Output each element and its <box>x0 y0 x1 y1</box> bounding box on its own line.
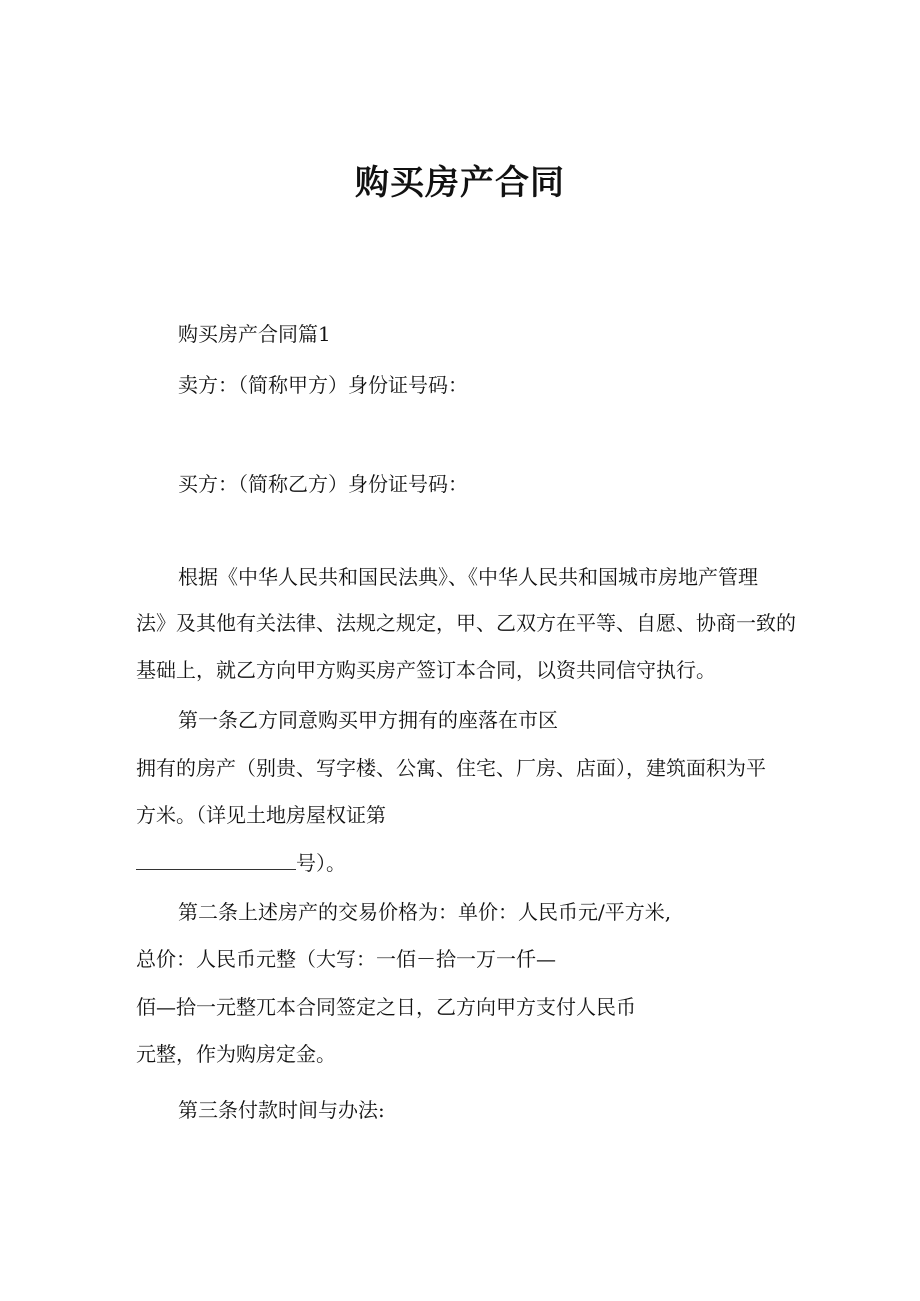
article-3-line-1: 第三条付款时间与办法: <box>178 1098 385 1122</box>
article-1-line-1: 第一条乙方同意购买甲方拥有的座落在市区 <box>178 708 558 732</box>
document-title: 购买房产合同 <box>355 163 565 203</box>
basis-paragraph-line-3: 基础上，就乙方向甲方购买房产签订本合同，以资共同信守执行。 <box>136 658 716 682</box>
buyer-line: 买方：（简称乙方）身份证号码： <box>178 472 468 496</box>
article-1-line-2: 拥有的房产（别贵、写字楼、公寓、住宅、厂房、店面），建筑面积为平 <box>136 756 766 780</box>
seller-line: 卖方：（简称甲方）身份证号码： <box>178 373 468 397</box>
article-2-line-2: 总价：人民币元整（大写：一佰－拾一万一仟— <box>136 947 556 971</box>
article-1-line-4-suffix: 号）。 <box>296 851 346 875</box>
article-2-line-3: 佰—拾一元整兀本合同签定之日，乙方向甲方支付人民币 <box>136 995 636 1019</box>
article-2-line-4: 元整，作为购房定金。 <box>136 1042 336 1066</box>
article-1-line-4 <box>136 849 346 877</box>
article-1-line-3: 方米。（详见土地房屋权证第 <box>136 803 386 827</box>
basis-paragraph-line-1: 根据《中华人民共和国民法典》、《中华人民共和国城市房地产管理 <box>178 565 758 589</box>
article-2-line-1: 第二条上述房产的交易价格为：单价：人民币元/平方米, <box>178 900 672 924</box>
certificate-number-blank <box>136 849 296 870</box>
section-heading: 购买房产合同篇1 <box>178 322 331 346</box>
basis-paragraph-line-2: 法》及其他有关法律、法规之规定，甲、乙双方在平等、自愿、协商一致的 <box>136 611 796 635</box>
